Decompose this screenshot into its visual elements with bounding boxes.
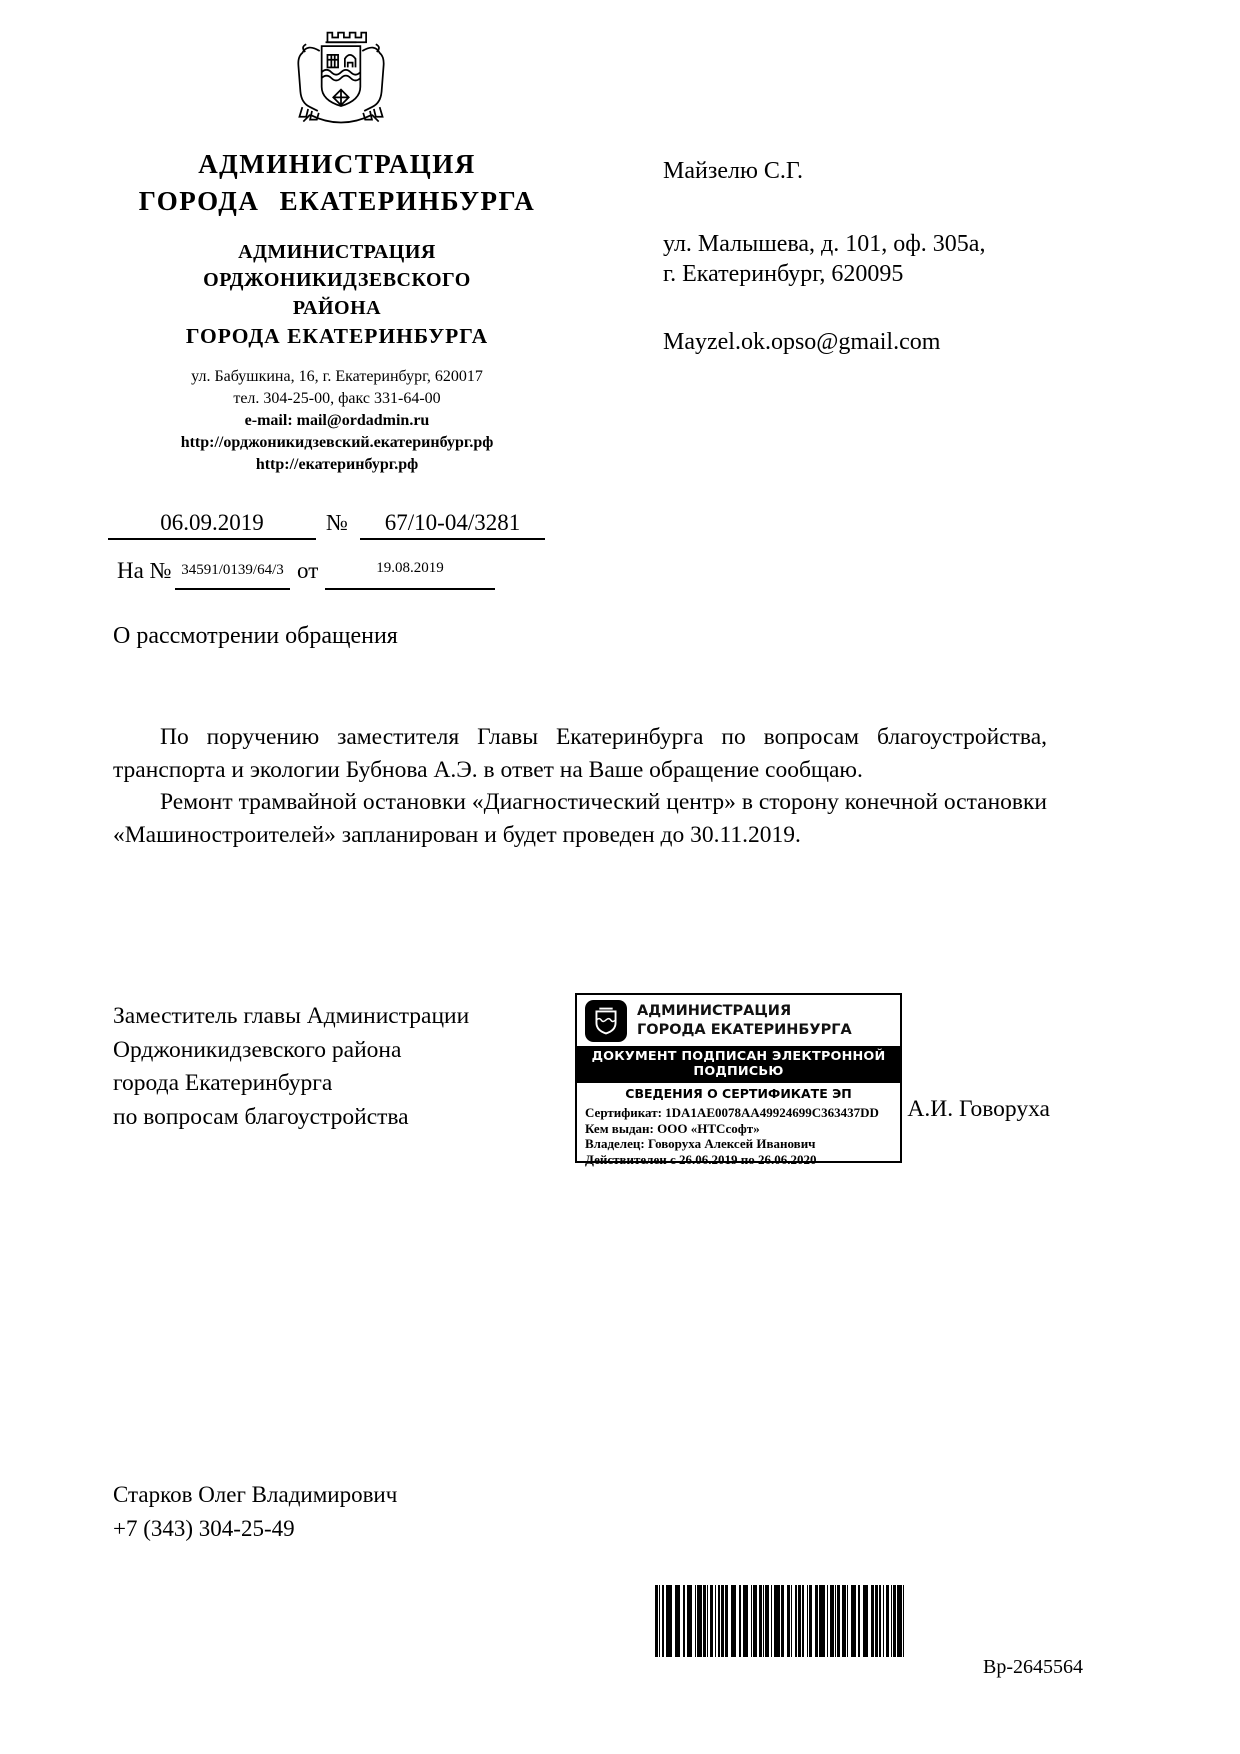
- stamp-certificate: Сертификат: 1DA1AE0078AA49924699C363437DD: [585, 1105, 879, 1120]
- district-line4: ГОРОДА ЕКАТЕРИНБУРГА: [185, 324, 489, 348]
- outgoing-date-underline: [108, 538, 316, 540]
- yekaterinburg-coat-of-arms-icon: [283, 24, 399, 136]
- reply-number: 34591/0139/64/3: [181, 562, 284, 578]
- signer-name: А.И. Говоруха: [907, 1096, 1050, 1122]
- signature-position-line3: города Екатеринбурга: [113, 1070, 333, 1096]
- district-line1: АДМИНИСТРАЦИЯ: [238, 241, 436, 263]
- outgoing-date: 06.09.2019: [160, 510, 264, 535]
- stamp-signed-banner: ДОКУМЕНТ ПОДПИСАН ЭЛЕКТРОННОЙ ПОДПИСЬЮ: [577, 1046, 900, 1083]
- recipient-email: Mayzel.ok.opso@gmail.com: [663, 329, 941, 355]
- letterhead-site-district: http://орджоникидзевский.екатеринбург.рф: [180, 434, 494, 451]
- stamp-owner: Владелец: Говоруха Алексей Иванович: [585, 1136, 816, 1151]
- reply-date-underline: [325, 588, 495, 590]
- barcode-label: Вр-2645564: [983, 1656, 1083, 1678]
- executor-phone: +7 (343) 304-25-49: [113, 1516, 295, 1541]
- recipient-address-line1: ул. Малышева, д. 101, оф. 305а,: [663, 231, 986, 257]
- org-title-line2: ГОРОДА ЕКАТЕРИНБУРГА: [138, 186, 536, 216]
- recipient-name: Майзелю С.Г.: [663, 158, 804, 184]
- number-sign: №: [326, 510, 348, 535]
- electronic-signature-stamp: [575, 993, 902, 1167]
- signature-position-line2: Орджоникидзевского района: [113, 1036, 402, 1063]
- letterhead-org-title: [113, 146, 561, 220]
- reply-from-label: от: [297, 558, 319, 583]
- letterhead-district-title: [113, 238, 561, 350]
- signature-position-line1: Заместитель главы Администрации: [113, 1003, 470, 1029]
- recipient-address-line2: г. Екатеринбург, 620095: [663, 261, 904, 287]
- reply-date: 19.08.2019: [376, 560, 444, 576]
- outgoing-number-underline: [360, 538, 545, 540]
- letterhead-phone-fax: тел. 304-25-00, факс 331-64-00: [233, 390, 441, 407]
- letterhead-address: ул. Бабушкина, 16, г. Екатеринбург, 620017: [191, 368, 483, 385]
- stamp-header: [577, 995, 900, 1046]
- reply-number-underline: [175, 588, 290, 590]
- outgoing-number: 67/10-04/3281: [384, 510, 521, 535]
- stamp-org-line1: АДМИНИСТРАЦИЯ: [637, 1003, 792, 1019]
- stamp-org-line2: ГОРОДА ЕКАТЕРИНБУРГА: [637, 1022, 852, 1038]
- stamp-issued-by: Кем выдан: ООО «НТСсофт»: [585, 1120, 760, 1136]
- letterhead-contacts: [113, 366, 561, 476]
- body-paragraph-2: Ремонт трамвайной остановки «Диагностический центр» в сторону конечной остановки «Машиностроителей» запланирован и будет проведен до 30.11.2019.: [113, 789, 1047, 848]
- letterhead-site-city: http://екатеринбург.рф: [255, 456, 419, 473]
- org-title-line1: АДМИНИСТРАЦИЯ: [198, 149, 476, 179]
- recipient-address: [663, 229, 1093, 289]
- reply-prefix: На №: [117, 558, 172, 583]
- stamp-validity: Действителен с 26.06.2019 по 26.06.2020: [585, 1151, 817, 1167]
- barcode: [655, 1585, 905, 1657]
- letter-body: [113, 721, 1047, 851]
- letterhead-email: e-mail: mail@ordadmin.ru: [244, 412, 430, 429]
- body-paragraph-1: По поручению заместителя Главы Екатеринбурга по вопросам благоустройства, транспорта и экологии Бубнова А.Э. в ответ на Ваше обращение сообщаю.: [113, 724, 1047, 783]
- stamp-coat-of-arms-icon: [585, 1000, 627, 1042]
- stamp-org-name: [637, 1002, 852, 1040]
- signature-position-line4: по вопросам благоустройства: [113, 1103, 409, 1130]
- district-line3: РАЙОНА: [292, 297, 382, 319]
- subject-line: О рассмотрении обращения: [113, 623, 398, 649]
- signature-position: [113, 1000, 533, 1134]
- stamp-cert-header: СВЕДЕНИЯ О СЕРТИФИКАТЕ ЭП: [625, 1086, 852, 1101]
- stamp-cert-details: [577, 1103, 900, 1171]
- executor-block: [113, 1478, 613, 1546]
- executor-name: Старков Олег Владимирович: [113, 1482, 398, 1507]
- district-line2: ОРДЖОНИКИДЗЕВСКОГО: [203, 269, 471, 291]
